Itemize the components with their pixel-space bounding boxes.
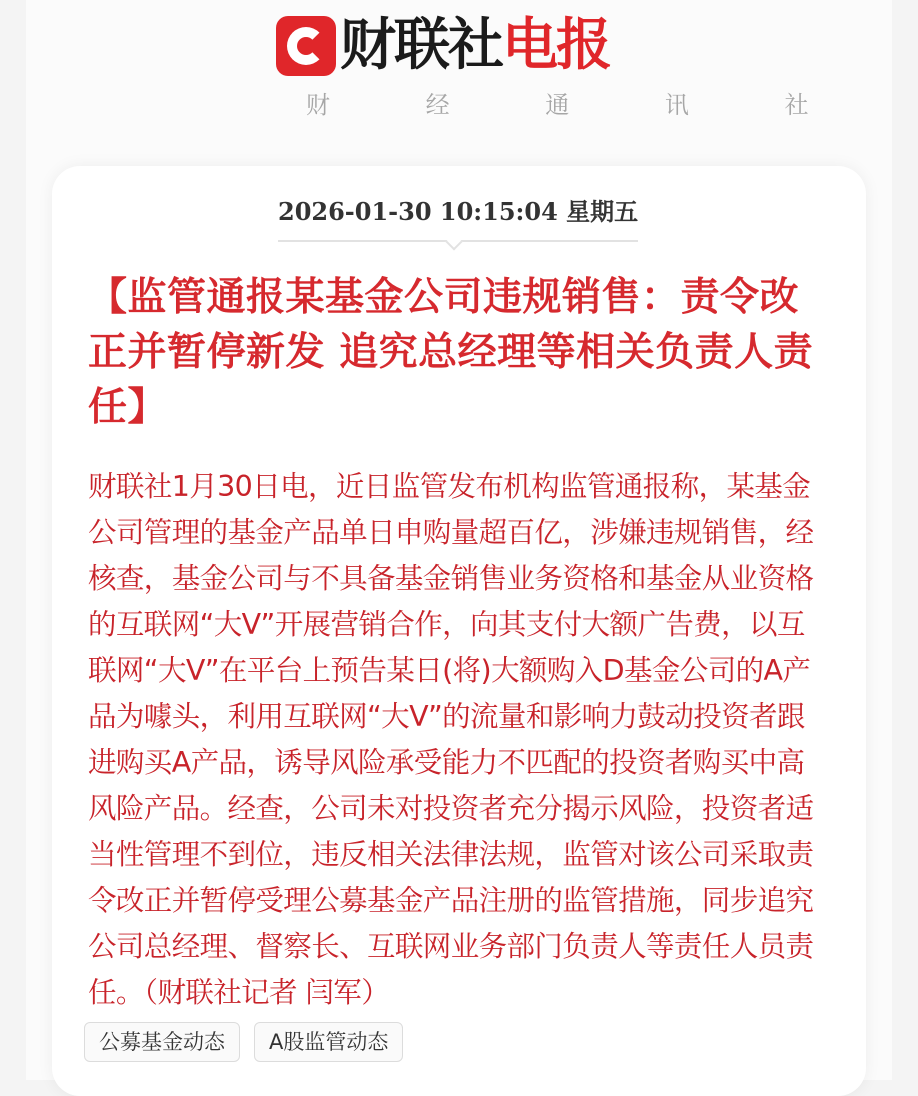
brand-header [0, 0, 918, 140]
article-timestamp: 2026-01-30 10:15:04 星期五 [278, 197, 639, 226]
tag-list [84, 1022, 403, 1062]
brand-product-name: 电报 [502, 13, 610, 78]
article-headline: 【监管通报某基金公司违规销售：责令改正并暂停新发 追究总经理等相关负责人责任】 [88, 274, 814, 430]
tag-public-fund-news[interactable]: 公募基金动态 [84, 1022, 240, 1062]
logo-c-shape [287, 27, 325, 65]
brand-name: 财联社 [340, 13, 502, 78]
tag-a-share-regulation-news[interactable]: A股监管动态 [254, 1022, 403, 1062]
cls-logo-icon [276, 16, 336, 76]
brand-logo [276, 14, 610, 78]
article-body: 财联社1月30日电，近日监管发布机构监管通报称，某基金公司管理的基金产品单日申购量超百亿，涉嫌违规销售，经核查，基金公司与不具备基金销售业务资格和基金从业资格的互联网“大V”开展营销合作，向其支付大额广告费，以互联网“大V”在平台上预告某日(将)大额购入D基金公司的A产品为噱头，利用互联网“大V”的流量和影响力鼓动投资者跟进购买A产品，诱导风险承受能力不匹配的投资者购买中高风险产品。经查，公司未对投资者充分揭示风险，投资者适当性管理不到位，违反相关法律法规，监管对该公司采取责令改正并暂停受理公募基金产品注册的监管措施，同步追究公司总经理、督察长、互联网业务部门负责人等责任人员责任。（财联社记者 闫军） [88, 470, 814, 1009]
brand-subtitle: 财 经 通 讯 社 [306, 91, 853, 119]
